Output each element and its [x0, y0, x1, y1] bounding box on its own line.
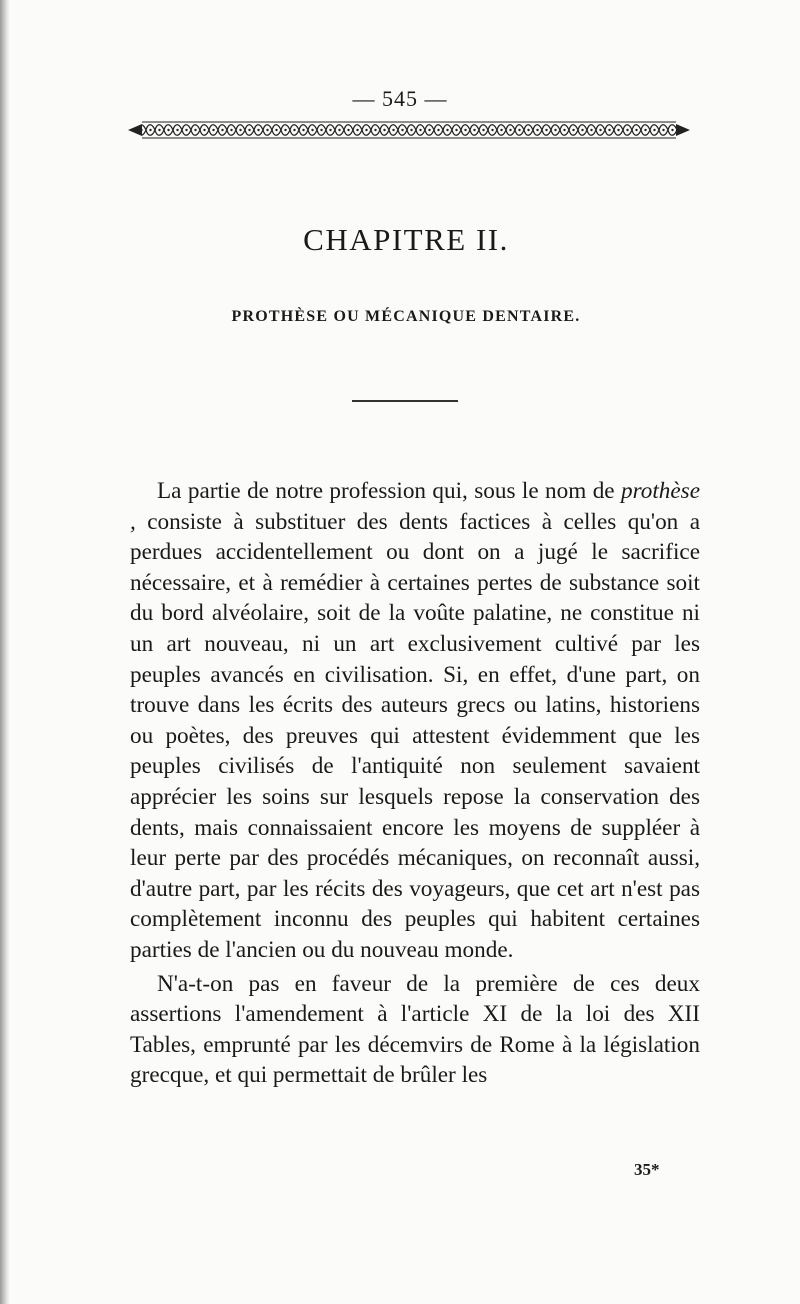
chapter-subtitle: PROTHÈSE OU MÉCANIQUE DENTAIRE. [231, 308, 581, 325]
signature-mark: 35* [634, 1160, 660, 1179]
page-binding-edge [0, 0, 10, 1304]
body-text [130, 476, 700, 1091]
paragraph-1-rest: consiste à substituer des dents factices à celles qu'on a perdues accidentellement ou dont on a jugé le sacrifice nécessaire, et à remédier à certaines pertes de substance soit du bord alvéolaire, soit de la voûte palatine, ne constitue ni un art nouveau, ni un art exclusivement cultivé par les peuples avancés en civilisation. Si, en effet, d'une part, on trouve dans les écrits des auteurs grecs ou latins, historiens ou poètes, des preuves qui attestent évidemment que les peuples civilisés de l'antiquité non seulement savaient apprécier les soins sur lesquels repose la conservation des dents, mais connaissaient encore les moyens de suppléer à leur perte par des procédés mécaniques, on reconnaît aussi, d'autre part, par les récits des voyageurs, que cet art n'est pas complètement inconnu des peuples qui habitent certaines parties de l'ancien ou du nouveau monde. [130, 508, 700, 963]
paragraph-1 [130, 476, 700, 966]
paragraph-1-start: La partie de notre profession qui, sous le nom de [157, 478, 621, 504]
chapter-title: CHAPITRE II. [303, 222, 509, 257]
page-number: — 545 — [352, 86, 448, 111]
italic-term: prothèse , [130, 478, 700, 535]
section-divider [352, 400, 458, 402]
ornamental-rule [128, 120, 690, 140]
paragraph-2: N'a-t-on pas en faveur de la première de ces deux assertions l'amendement à l'article XI de la loi des XII Tables, emprunté par les décemvirs de Rome à la législation grecque, et qui permettait de brûler les [130, 970, 700, 1089]
